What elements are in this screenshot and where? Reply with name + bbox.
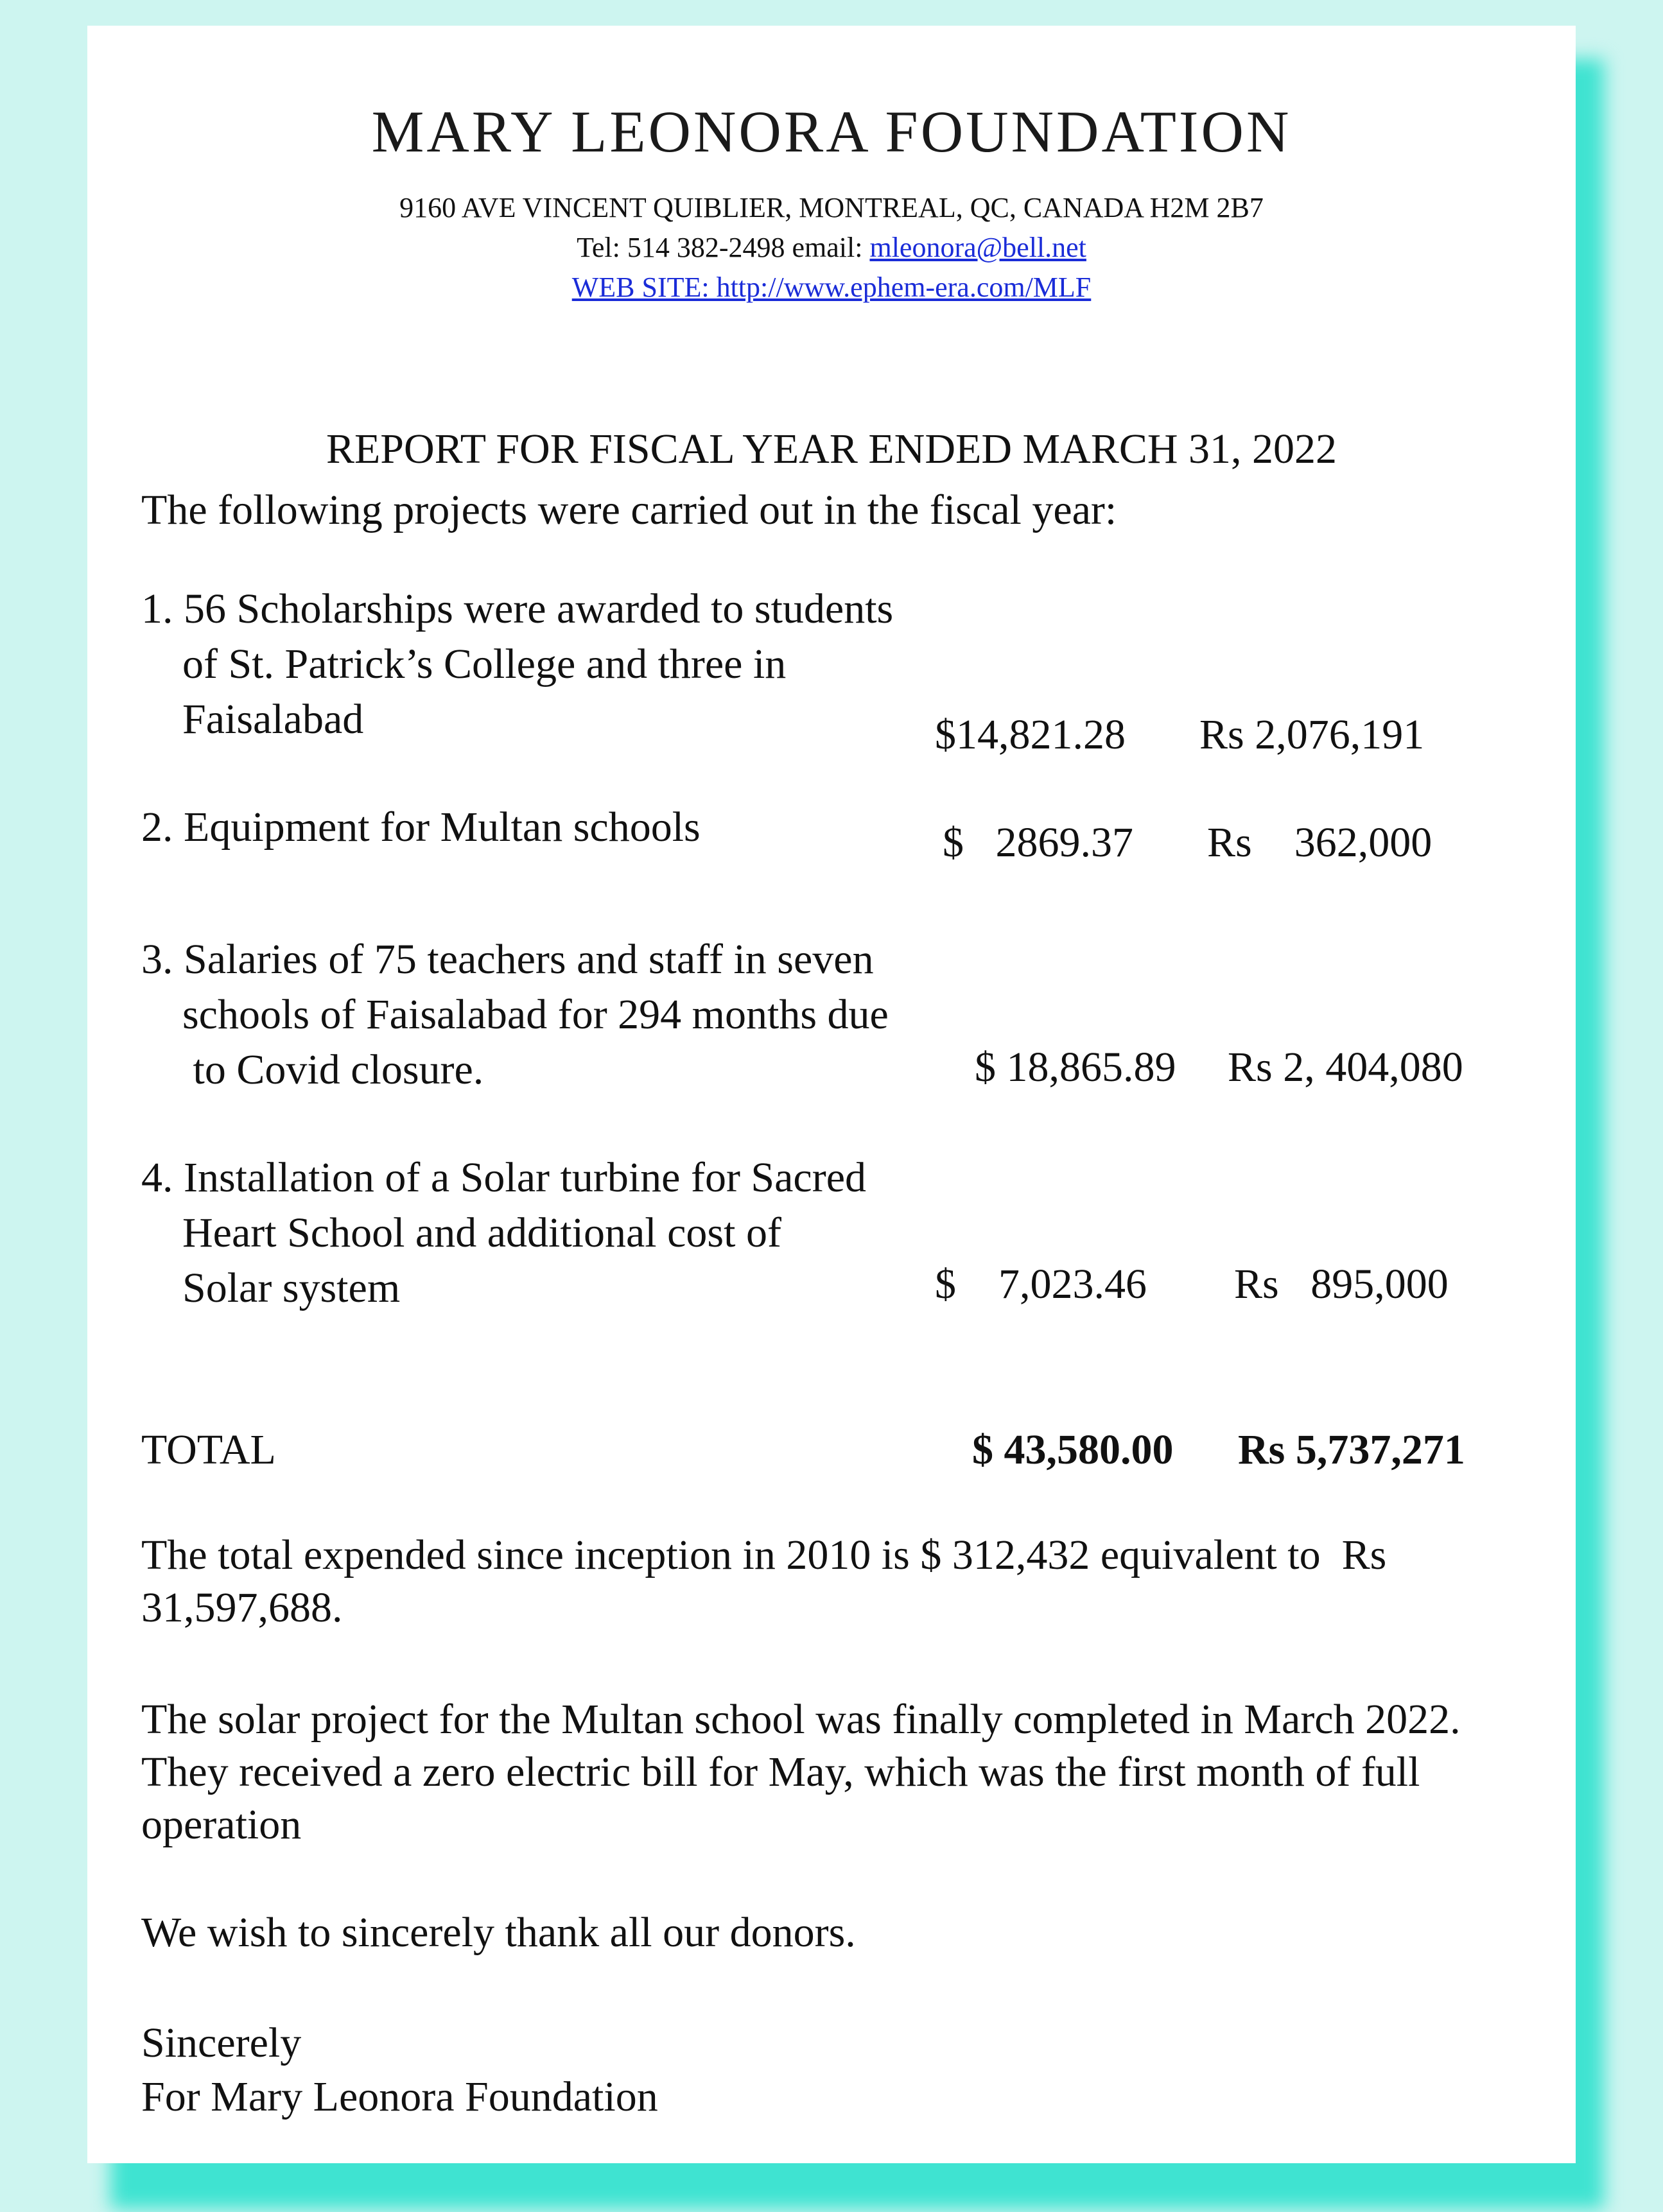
thanks-text: We wish to sincerely thank all our donors. xyxy=(141,1909,856,1956)
contact-line xyxy=(87,231,1576,264)
project-item-4 xyxy=(141,1150,866,1316)
org-name: MARY LEONORA FOUNDATION xyxy=(371,99,1292,164)
report-title: REPORT FOR FISCAL YEAR ENDED MARCH 31, 2022 xyxy=(326,426,1337,472)
signature-text: For Mary Leonora Foundation xyxy=(141,2073,658,2120)
total-usd: $ 43,580.00 xyxy=(972,1426,1174,1473)
item-4-rs: Rs 895,000 xyxy=(1234,1261,1449,1308)
project-item-1 xyxy=(141,582,893,747)
item-3-line-2: schools of Faisalabad for 294 months due xyxy=(182,991,889,1038)
item-1-usd: $14,821.28 xyxy=(935,711,1126,758)
item-1-line-1: 1. 56 Scholarships were awarded to students xyxy=(141,585,894,632)
item-3-line-1: 3. Salaries of 75 teachers and staff in seven xyxy=(141,936,874,983)
item-3-line-3: to Covid closure. xyxy=(182,1046,484,1093)
item-2-line-1: 2. Equipment for Multan schools xyxy=(141,804,701,851)
inception-paragraph: The total expended since inception in 2010 is $ 312,432 equivalent to Rs 31,597,688. xyxy=(141,1532,1397,1631)
item-4-line-1: 4. Installation of a Solar turbine for Sacred xyxy=(141,1154,866,1201)
item-3-rs: Rs 2, 404,080 xyxy=(1228,1044,1463,1091)
closing-text: Sincerely xyxy=(141,2019,302,2066)
total-label: TOTAL xyxy=(141,1426,276,1473)
item-1-line-2: of St. Patrick’s College and three in xyxy=(182,641,787,687)
item-4-line-3: Solar system xyxy=(182,1265,401,1311)
total-rs: Rs 5,737,271 xyxy=(1238,1426,1465,1473)
report-intro: The following projects were carried out in the fiscal year: xyxy=(141,487,1117,533)
item-2-usd: $ 2869.37 xyxy=(943,819,1133,866)
website-line xyxy=(87,271,1576,304)
email-link[interactable]: mleonora@bell.net xyxy=(869,232,1086,263)
website-link[interactable]: WEB SITE: http://www.ephem-era.com/MLF xyxy=(571,272,1092,303)
item-4-usd: $ 7,023.46 xyxy=(935,1261,1147,1308)
item-1-rs: Rs 2,076,191 xyxy=(1199,711,1425,758)
item-1-line-3: Faisalabad xyxy=(182,696,364,743)
item-2-rs: Rs 362,000 xyxy=(1207,819,1432,866)
solar-paragraph: The solar project for the Multan school was finally completed in March 2022. They received a zero electric bill for May, which was the first month of full operation xyxy=(141,1696,1461,1848)
project-item-3 xyxy=(141,932,889,1098)
item-4-line-2: Heart School and additional cost of xyxy=(182,1209,781,1256)
org-address: 9160 AVE VINCENT QUIBLIER, MONTREAL, QC, CANADA H2M 2B7 xyxy=(399,192,1264,223)
document-page xyxy=(87,26,1576,2163)
item-3-usd: $ 18,865.89 xyxy=(975,1044,1176,1091)
telephone-text: Tel: 514 382-2498 email: xyxy=(577,232,870,263)
project-item-2 xyxy=(141,800,701,855)
